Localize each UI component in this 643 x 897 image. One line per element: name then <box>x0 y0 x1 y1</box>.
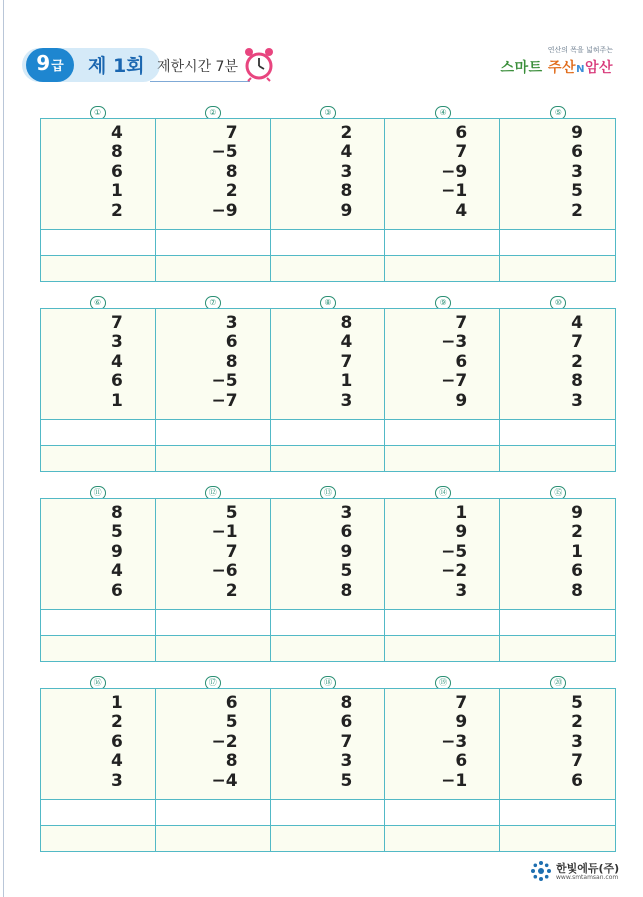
answer-box[interactable] <box>156 229 270 255</box>
operand: 2 <box>225 580 238 601</box>
operand: 4 <box>340 142 353 163</box>
check-box[interactable] <box>500 825 615 851</box>
problem-label-cell <box>40 670 155 686</box>
operand: 8 <box>225 351 238 372</box>
operand: 6 <box>225 693 238 713</box>
operand: 4 <box>110 123 123 143</box>
problem-column <box>271 499 386 661</box>
problem-numbers <box>500 499 615 609</box>
problem-label-cell <box>270 670 385 686</box>
check-box[interactable] <box>156 445 270 471</box>
operand: 5 <box>340 770 353 791</box>
check-box[interactable] <box>385 445 499 471</box>
answer-box[interactable] <box>385 799 499 825</box>
operand: 5 <box>571 693 583 713</box>
check-box[interactable] <box>385 825 499 851</box>
problem-column <box>385 119 500 281</box>
operand: 6 <box>455 123 468 143</box>
operand: 1 <box>571 541 583 562</box>
operand: 9 <box>340 200 353 221</box>
brand-logo-part: N <box>576 64 585 75</box>
problem-numbers <box>500 119 615 229</box>
operand: 3 <box>340 161 353 182</box>
problem-numbers <box>156 119 270 229</box>
operand: 3 <box>110 770 123 791</box>
operand: 6 <box>571 770 583 791</box>
operand: 6 <box>110 371 123 392</box>
operand: −1 <box>441 181 468 202</box>
problem-numbers <box>385 689 499 799</box>
problem-numbers <box>156 689 270 799</box>
check-box[interactable] <box>271 825 385 851</box>
problem-grid <box>40 498 616 662</box>
operand: 5 <box>340 561 353 582</box>
problem-label-cell <box>155 100 270 116</box>
problem-number: ② <box>205 106 221 120</box>
check-box[interactable] <box>41 445 155 471</box>
problem-numbers <box>41 309 155 419</box>
check-box[interactable] <box>500 255 615 281</box>
operand: 3 <box>340 751 353 772</box>
operand: 6 <box>571 561 583 582</box>
operand: 8 <box>340 181 353 202</box>
check-box[interactable] <box>500 445 615 471</box>
problem-number: ⑲ <box>435 676 451 690</box>
problem-column <box>41 119 156 281</box>
answer-box[interactable] <box>271 609 385 635</box>
level-badge <box>26 48 74 82</box>
problem-number: ⑱ <box>320 676 336 690</box>
problem-label-cell <box>155 290 270 306</box>
operand: 7 <box>455 313 468 333</box>
level-number: 9 <box>36 51 51 75</box>
problem-label-cell <box>270 290 385 306</box>
brand-logo-part: 주산 <box>548 60 577 76</box>
problem-label-cell <box>155 480 270 496</box>
problem-number: ⑥ <box>90 296 106 310</box>
operand: 3 <box>340 390 353 411</box>
operand: −5 <box>441 541 468 562</box>
problem-column <box>500 119 615 281</box>
problem-column <box>41 499 156 661</box>
problem-label-cell <box>386 290 501 306</box>
answer-box[interactable] <box>385 419 499 445</box>
operand: 9 <box>455 712 468 733</box>
answer-box[interactable] <box>385 609 499 635</box>
operand: −3 <box>441 731 468 752</box>
operand: 6 <box>225 332 238 353</box>
problem-number: ⑯ <box>90 676 106 690</box>
operand: 3 <box>340 503 353 523</box>
operand: 7 <box>225 123 238 143</box>
operand: 1 <box>455 503 468 523</box>
operand: −3 <box>441 332 468 353</box>
problem-numbers <box>385 309 499 419</box>
operand: −5 <box>211 142 238 163</box>
problem-label-cell <box>386 480 501 496</box>
operand: 8 <box>571 371 583 392</box>
problem-column <box>385 309 500 471</box>
operand: 8 <box>340 313 353 333</box>
problem-label-cell <box>386 670 501 686</box>
problem-column <box>271 689 386 851</box>
operand: 6 <box>110 161 123 182</box>
problem-number: ⑨ <box>435 296 451 310</box>
operand: −7 <box>211 390 238 411</box>
operand: 1 <box>340 371 353 392</box>
problem-grid <box>40 308 616 472</box>
operand: 6 <box>455 351 468 372</box>
problem-column <box>41 689 156 851</box>
brand-slogan: 연산의 폭을 넓혀주는 <box>547 46 613 54</box>
problem-number: ③ <box>320 106 336 120</box>
problem-number-row <box>40 100 616 116</box>
check-box[interactable] <box>156 255 270 281</box>
problem-grid <box>40 688 616 852</box>
problem-label-cell <box>155 670 270 686</box>
problem-grid <box>40 118 616 282</box>
check-box[interactable] <box>156 825 270 851</box>
check-box[interactable] <box>271 445 385 471</box>
operand: 6 <box>110 731 123 752</box>
answer-box[interactable] <box>156 609 270 635</box>
operand: 6 <box>340 712 353 733</box>
problem-label-cell <box>40 480 155 496</box>
problem-numbers <box>271 309 385 419</box>
answer-box[interactable] <box>500 419 615 445</box>
answer-box[interactable] <box>156 799 270 825</box>
operand: 5 <box>571 181 583 202</box>
answer-box[interactable] <box>271 229 385 255</box>
problem-number: ⑤ <box>550 106 566 120</box>
problem-number: ⑪ <box>90 486 106 500</box>
operand: −7 <box>441 371 468 392</box>
check-box[interactable] <box>271 635 385 661</box>
answer-box[interactable] <box>41 419 155 445</box>
operand: 6 <box>455 751 468 772</box>
operand: 5 <box>110 522 123 543</box>
problem-number: ⑭ <box>435 486 451 500</box>
operand: 1 <box>110 181 123 202</box>
brand-logo-part: 스마트 <box>500 60 543 76</box>
problem-number-row <box>40 290 616 306</box>
problem-column <box>500 499 615 661</box>
answer-box[interactable] <box>500 799 615 825</box>
company-url: www.smtamsan.com <box>556 874 619 881</box>
operand: 4 <box>455 200 468 221</box>
operand: 7 <box>340 731 353 752</box>
operand: 9 <box>455 522 468 543</box>
alarm-clock-icon <box>242 46 276 82</box>
operand: 5 <box>225 712 238 733</box>
check-box[interactable] <box>500 635 615 661</box>
operand: 7 <box>571 751 583 772</box>
problem-number: ⑫ <box>205 486 221 500</box>
problem-label-cell <box>386 100 501 116</box>
problem-numbers <box>156 309 270 419</box>
operand: 8 <box>340 580 353 601</box>
operand: 8 <box>110 503 123 523</box>
problem-number: ④ <box>435 106 451 120</box>
operand: 3 <box>571 161 583 182</box>
problem-number: ⑦ <box>205 296 221 310</box>
problem-label-cell <box>501 100 616 116</box>
operand: 3 <box>571 390 583 411</box>
answer-box[interactable] <box>156 419 270 445</box>
operand: 9 <box>571 123 583 143</box>
problem-number-row <box>40 480 616 496</box>
operand: 2 <box>571 351 583 372</box>
operand: 7 <box>110 313 123 333</box>
operand: 4 <box>110 561 123 582</box>
operand: 4 <box>110 351 123 372</box>
problem-column <box>156 309 271 471</box>
problem-label-cell <box>501 290 616 306</box>
problem-column <box>500 689 615 851</box>
problem-column <box>385 689 500 851</box>
problem-numbers <box>41 689 155 799</box>
operand: 2 <box>571 522 583 543</box>
operand: −9 <box>211 200 238 221</box>
operand: −2 <box>441 561 468 582</box>
problem-numbers <box>271 119 385 229</box>
hanbit-logo-icon <box>530 860 552 882</box>
answer-box[interactable] <box>500 609 615 635</box>
problem-number: ⑩ <box>550 296 566 310</box>
operand: 7 <box>340 351 353 372</box>
operand: 8 <box>571 580 583 601</box>
operand: −2 <box>211 731 238 752</box>
operand: −1 <box>441 770 468 791</box>
problem-column <box>156 499 271 661</box>
operand: −9 <box>441 161 468 182</box>
problem-numbers <box>271 689 385 799</box>
problem-number-row <box>40 670 616 686</box>
operand: 8 <box>340 693 353 713</box>
problem-numbers <box>500 689 615 799</box>
operand: 2 <box>340 123 353 143</box>
operand: 3 <box>455 580 468 601</box>
problem-numbers <box>41 119 155 229</box>
problem-column <box>41 309 156 471</box>
problem-numbers <box>271 499 385 609</box>
answer-box[interactable] <box>271 419 385 445</box>
problem-number: ⑬ <box>320 486 336 500</box>
problem-numbers <box>500 309 615 419</box>
check-box[interactable] <box>41 635 155 661</box>
operand: 8 <box>225 751 238 772</box>
problem-number: ① <box>90 106 106 120</box>
brand <box>501 45 613 77</box>
operand: 8 <box>225 161 238 182</box>
operand: 4 <box>571 313 583 333</box>
page-edge-line <box>3 0 4 897</box>
problem-number: ⑧ <box>320 296 336 310</box>
operand: 2 <box>571 200 583 221</box>
session-title: 제 1회 <box>88 55 145 77</box>
brand-logo-part: 암산 <box>584 60 613 76</box>
check-box[interactable] <box>41 255 155 281</box>
operand: 1 <box>110 693 123 713</box>
operand: 4 <box>110 751 123 772</box>
operand: −5 <box>211 371 238 392</box>
operand: 4 <box>340 332 353 353</box>
operand: −4 <box>211 770 238 791</box>
problem-column <box>156 119 271 281</box>
check-box[interactable] <box>385 635 499 661</box>
operand: 8 <box>110 142 123 163</box>
problem-numbers <box>156 499 270 609</box>
problem-number: ⑮ <box>550 486 566 500</box>
answer-box[interactable] <box>500 229 615 255</box>
operand: 7 <box>455 693 468 713</box>
problem-numbers <box>385 499 499 609</box>
problem-number: ⑰ <box>205 676 221 690</box>
problem-label-cell <box>501 670 616 686</box>
problem-label-cell <box>270 480 385 496</box>
operand: 3 <box>225 313 238 333</box>
answer-box[interactable] <box>385 229 499 255</box>
operand: −1 <box>211 522 238 543</box>
problem-column <box>500 309 615 471</box>
time-limit: 제한시간 7분 <box>150 48 250 82</box>
problem-column <box>271 119 386 281</box>
answer-box[interactable] <box>271 799 385 825</box>
operand: 9 <box>110 541 123 562</box>
operand: 5 <box>225 503 238 523</box>
problem-column <box>271 309 386 471</box>
check-box[interactable] <box>271 255 385 281</box>
answer-box[interactable] <box>41 799 155 825</box>
operand: 7 <box>455 142 468 163</box>
operand: 3 <box>571 731 583 752</box>
check-box[interactable] <box>41 825 155 851</box>
operand: 7 <box>225 541 238 562</box>
problem-label-cell <box>270 100 385 116</box>
operand: 1 <box>110 390 123 411</box>
answer-box[interactable] <box>41 609 155 635</box>
operand: 6 <box>110 580 123 601</box>
problem-column <box>385 499 500 661</box>
operand: 2 <box>225 181 238 202</box>
operand: 2 <box>571 712 583 733</box>
operand: 2 <box>110 712 123 733</box>
operand: 6 <box>340 522 353 543</box>
operand: 6 <box>571 142 583 163</box>
company-name: 한빛에듀(주) <box>556 862 620 875</box>
check-box[interactable] <box>156 635 270 661</box>
operand: 9 <box>571 503 583 523</box>
answer-box[interactable] <box>41 229 155 255</box>
problem-label-cell <box>501 480 616 496</box>
check-box[interactable] <box>385 255 499 281</box>
operand: 3 <box>110 332 123 353</box>
problem-number: ⑳ <box>550 676 566 690</box>
level-unit: 급 <box>51 59 64 74</box>
operand: 2 <box>110 200 123 221</box>
operand: 7 <box>571 332 583 353</box>
operand: 9 <box>455 390 468 411</box>
problem-label-cell <box>40 100 155 116</box>
problem-numbers <box>41 499 155 609</box>
operand: 9 <box>340 541 353 562</box>
operand: −6 <box>211 561 238 582</box>
problem-label-cell <box>40 290 155 306</box>
problem-numbers <box>385 119 499 229</box>
problem-column <box>156 689 271 851</box>
brand-logo <box>501 57 613 77</box>
